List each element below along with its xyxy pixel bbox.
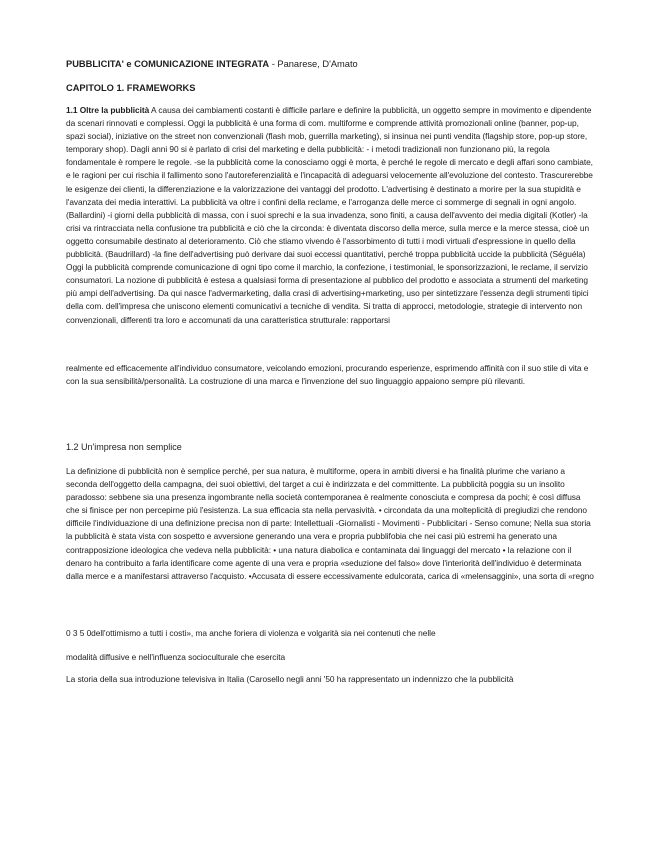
- document-authors: - Panarese, D'Amato: [269, 59, 358, 69]
- paragraph-6: La storia della sua introduzione televisiva in Italia (Carosello negli anni '50 ha rappresentato un indennizzo che la pubblicità: [66, 674, 514, 684]
- document-title: PUBBLICITA' e COMUNICAZIONE INTEGRATA: [66, 59, 270, 69]
- document-title-line: [66, 58, 594, 70]
- section-1-1-paragraph: [66, 104, 594, 327]
- section-1-1-heading: 1.1 Oltre la pubblicità: [66, 105, 150, 115]
- section-1-2-heading: 1.2 Un'impresa non semplice: [66, 442, 182, 452]
- paragraph-3: La definizione di pubblicità non è semplice perché, per sua natura, è multiforme, opera in ambiti diversi e ha finalità plurime che variano a seconda dell'oggetto della campagna, dei suoi obiettivi, del target a cui è indirizzata e del committente. La pubblicità poggia su un insolito paradosso: sebbene sia una presenza ingombrante nella società contemporanea è realmente conosciuta e compresa da pochi; è così diffusa che si finisce per non percepirne più l'esistenza. La sua efficacia sta nella pervasività. • circondata da una molteplicità di pregiudizi che rendono difficile l'individuazione di una definizione precisa non di parte: Intellettuali -Giornalisti - Movimenti - Pubblicitari - Senso comune; Nella sua storia la pubblicità è stata vista con sospetto e avversione generando una vera e propria pubblifobia che nei casi più estremi ha generato una contrapposizione ideologica che vedeva nella pubblicità: • una natura diabolica e contaminata dai linguaggi del mercato • la relazione con il denaro ha contribuito a farla identificare come agente di una vera e propria «seduzione del falso» dove l'interiorità dell'individuo è determinata dalla merce e a manifestarsi attraverso l'acquisto. •Accusata di essere eccessivamente edulcorata, carica di «melensaggini», una sorta di «regno: [66, 466, 594, 581]
- section-1-1-text: A causa dei cambiamenti costanti è difficile parlare e definire la pubblicità, un oggetto sempre in movimento e dipendente da scenari rinnovati e complessi. Oggi la pubblicità è una forma di com. multiforme e comprende attività promozionali online (banner, pop-up, spazi social), iniziative on the street non convenzionali (flash mob, guerrilla marketing), si insinua nei punti vendita (flagship store, pop-up store, temporary shop). Dagli anni 90 si è parlato di crisi del marketing e della pubblicità: - i metodi tradizionali non funzionano più, la regola fondamentale è rompere le regole. -se la pubblicità come la conosciamo oggi è morta, è perché le regole di mercato e degli affari sono cambiate, e le ragioni per cui rischia il fallimento sono l'autoreferenzialità e l'incapacità di adeguarsi velocemente all'evoluzione del contesto. Trascurerebbe le esigenze dei clienti, la differenziazione e la valorizzazione dei vantaggi del prodotto. L'advertising è destinato a morire per la sua stupidità e l'avanzata dei media interattivi. La pubblicità va oltre i confini della reclame, e l'arroganza delle merce ci sommerge di segnali in ogni angolo. (Ballardini) -i giorni della pubblicità di massa, con i suoi sprechi e la sua invadenza, sono finiti, a causa dell'avvento dei media digitali (Kotler) -la crisi va rintracciata nella confusione tra pubblicità e ciò che la circonda: è diventata discorso della merce, sulla merce e la merce stessa, cioè un oggetto consumabile destinato al deterioramento. Ciò che stiamo vivendo è l'assorbimento di tutti i modi virtuali d'espressione in quello della pubblicità. (Baudrillard) -la fine dell'advertising può derivare dai suoi eccessi quantitativi, perché troppa pubblicità uccide la pubblicità (Séguéla) Oggi la pubblicità comprende comunicazione di ogni tipo come il marchio, la confezione, i testimonial, le sponsorizzazioni, le reclame, il servizio consumatori. La nozione di pubblicità è estesa a qualsiasi forma di presentazione al pubblico del prodotto e associata a strumenti del marketing più ampi dell'advertising. Da qui nasce l'advermarketing, dalla crasi di advertising+marketing, uso per sintetizzare l'essenza degli strumenti tipici della com. dell'impresa che uniscono elementi comunicativi a tecniche di vendita. Si tratta di approcci, metodologie, strategie di intervento non convenzionali, differenti tra loro e accomunati da una caratteristica strutturale: rapportarsi: [66, 105, 593, 325]
- paragraph-2: realmente ed efficacemente all'individuo consumatore, veicolando emozioni, procurando esperienze, esprimendo affinità con il suo stile di vita e con la sua sensibilità/personalità. La costruzione di una marca e l'invenzione del suo linguaggio appaiono sempre più rilevanti.: [66, 363, 589, 387]
- paragraph-5: modalità diffusive e nell'influenza socioculturale che esercita: [66, 652, 286, 662]
- paragraph-4: 0 3 5 0dell'ottimismo a tutti i costi», ma anche foriera di violenza e volgarità sia nei contenuti che nelle: [66, 628, 436, 638]
- chapter-heading: CAPITOLO 1. FRAMEWORKS: [66, 83, 196, 93]
